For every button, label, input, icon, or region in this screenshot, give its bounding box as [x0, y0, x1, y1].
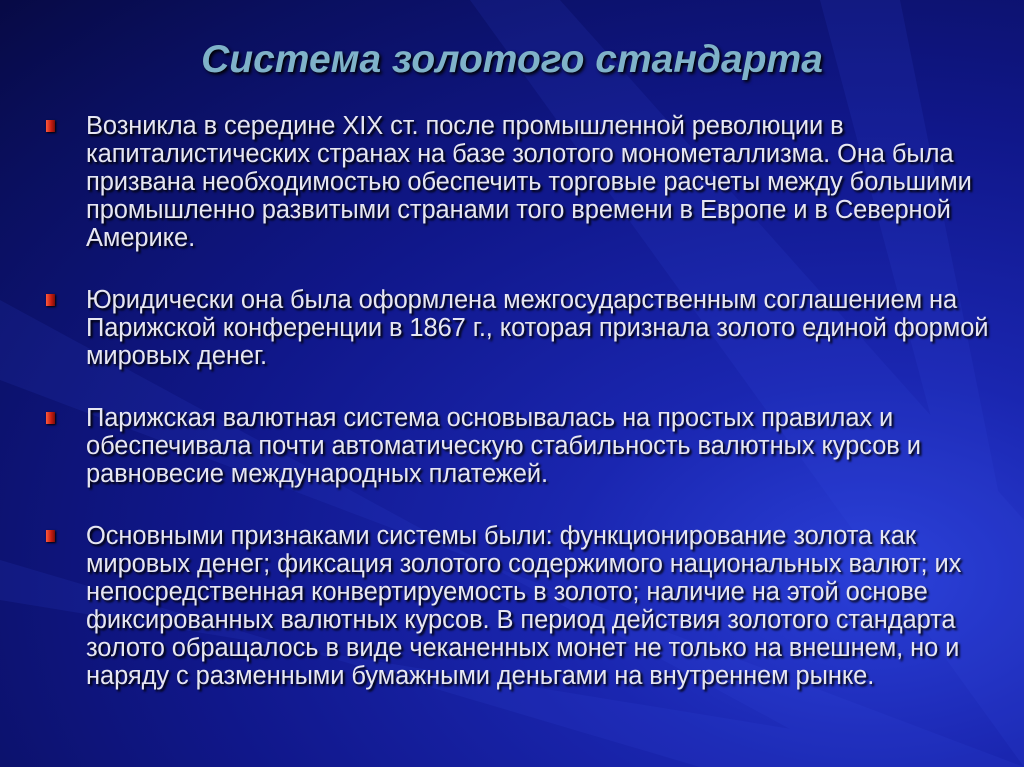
red-square-bullet-icon [46, 530, 55, 542]
bullet-text: Парижская валютная система основывалась на простых правилах и обеспечивала почти автоматическую стабильность валютных курсов и равновесие международных платежей. [86, 404, 921, 488]
bullet-item [46, 112, 1001, 252]
bullet-text: Возникла в середине XIX ст. после промышленной революции в капиталистических странах на базе золотого монометаллизма. Она была призвана необходимостью обеспечить торговые расчеты между большими промышленно развитыми странами того времени в Европе и в Северной Америке. [86, 112, 972, 252]
bullet-item [46, 522, 1001, 690]
red-square-bullet-icon [46, 120, 55, 132]
bullet-text: Основными признаками системы были: функционирование золота как мировых денег; фиксация золотого содержимого национальных валют; их непосредственная конвертируемость в золото; наличие на этой основе фиксированных валютных курсов. В период действия золотого стандарта золото обращалось в виде чеканенных монет не только на внешнем, но и наряду с разменными бумажными деньгами на внутреннем рынке. [86, 522, 962, 690]
bullet-list [46, 112, 1001, 724]
bullet-item [46, 404, 1001, 488]
bullet-item [46, 286, 1001, 370]
red-square-bullet-icon [46, 412, 55, 424]
bullet-text: Юридически она была оформлена межгосударственным соглашением на Парижской конференции в 1867 г., которая признала золото единой формой мировых денег. [86, 286, 989, 370]
slide-title: Система золотого стандарта [201, 38, 823, 81]
red-square-bullet-icon [46, 294, 55, 306]
